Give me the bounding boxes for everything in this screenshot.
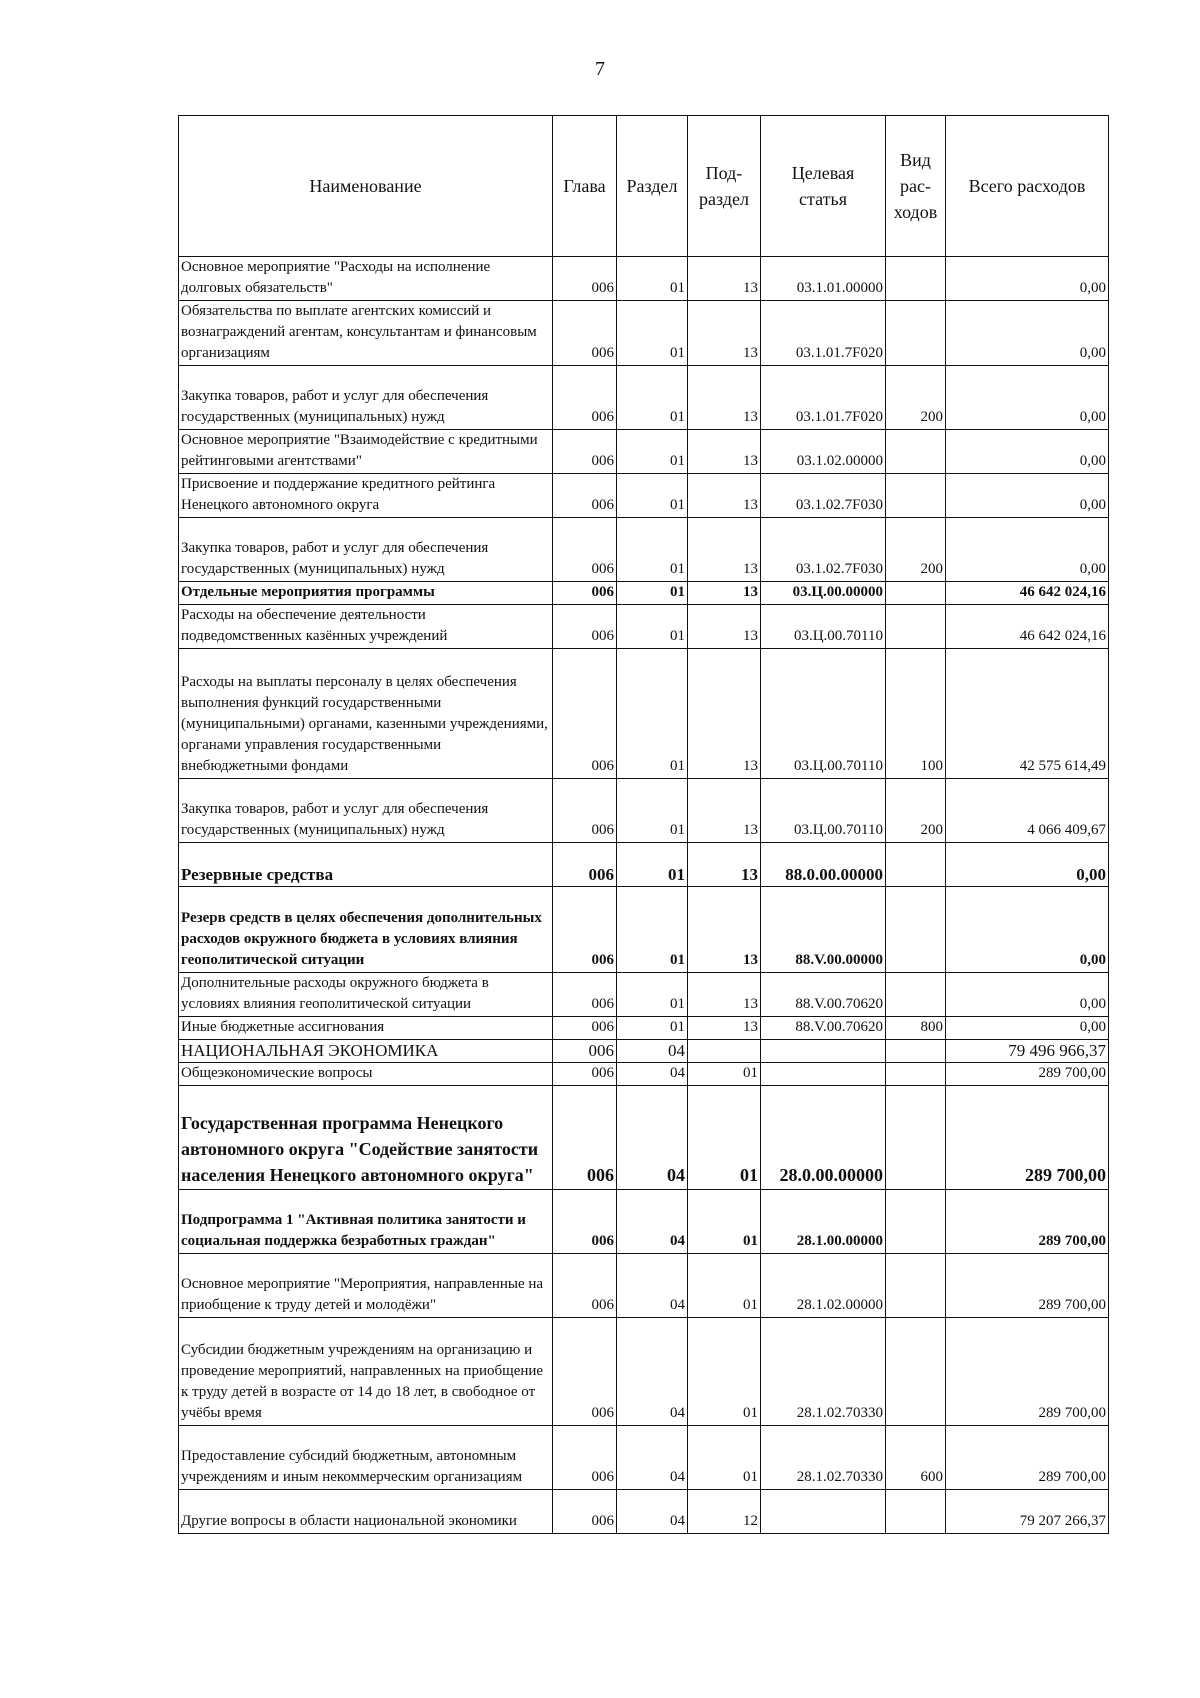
- row-name: Закупка товаров, работ и услуг для обеспечения государственных (муниципальных) нужд: [179, 366, 553, 430]
- row-celevaya: 03.1.01.00000: [761, 257, 886, 301]
- row-razdel: 04: [617, 1426, 688, 1490]
- row-celevaya: 03.Ц.00.70110: [761, 649, 886, 779]
- row-podrazdel: 13: [688, 649, 761, 779]
- row-celevaya: 03.1.02.7F030: [761, 474, 886, 518]
- table-header-row: [179, 116, 1109, 257]
- row-razdel: 04: [617, 1040, 688, 1063]
- row-celevaya: 28.1.02.70330: [761, 1318, 886, 1426]
- header-vid: Вид рас- ходов: [886, 116, 946, 257]
- row-celevaya: [761, 1063, 886, 1086]
- table-row: [179, 430, 1109, 474]
- row-podrazdel: 01: [688, 1190, 761, 1254]
- row-razdel: 04: [617, 1254, 688, 1318]
- row-razdel: 01: [617, 257, 688, 301]
- row-podrazdel: 13: [688, 366, 761, 430]
- row-celevaya: 03.1.01.7F020: [761, 301, 886, 366]
- row-razdel: 04: [617, 1190, 688, 1254]
- row-razdel: 01: [617, 582, 688, 605]
- row-glava: 006: [553, 887, 617, 973]
- row-vid: [886, 605, 946, 649]
- row-razdel: 04: [617, 1086, 688, 1190]
- row-podrazdel: 01: [688, 1426, 761, 1490]
- row-total: 0,00: [946, 887, 1109, 973]
- row-celevaya: 88.V.00.70620: [761, 1017, 886, 1040]
- row-total: 46 642 024,16: [946, 605, 1109, 649]
- row-podrazdel: 13: [688, 582, 761, 605]
- row-total: 4 066 409,67: [946, 779, 1109, 843]
- row-razdel: 01: [617, 887, 688, 973]
- row-celevaya: 03.Ц.00.00000: [761, 582, 886, 605]
- row-celevaya: 28.1.02.70330: [761, 1426, 886, 1490]
- row-glava: 006: [553, 1254, 617, 1318]
- table-row: [179, 1017, 1109, 1040]
- row-podrazdel: 01: [688, 1063, 761, 1086]
- row-glava: 006: [553, 1017, 617, 1040]
- row-razdel: 01: [617, 474, 688, 518]
- row-name: Резервные средства: [179, 843, 553, 887]
- row-celevaya: [761, 1040, 886, 1063]
- row-celevaya: 88.0.00.00000: [761, 843, 886, 887]
- row-glava: 006: [553, 843, 617, 887]
- row-total: 0,00: [946, 1017, 1109, 1040]
- row-total: 46 642 024,16: [946, 582, 1109, 605]
- row-vid: [886, 1318, 946, 1426]
- row-glava: 006: [553, 973, 617, 1017]
- row-vid: [886, 973, 946, 1017]
- table-row: [179, 1318, 1109, 1426]
- row-name: Расходы на выплаты персоналу в целях обеспечения выполнения функций государственными (муниципальными) органами, казенными учреждениями, органами управления государственными внебюджетными фондами: [179, 649, 553, 779]
- row-glava: 006: [553, 605, 617, 649]
- table-row: [179, 1490, 1109, 1534]
- table-row: [179, 843, 1109, 887]
- row-podrazdel: 13: [688, 973, 761, 1017]
- row-total: 79 207 266,37: [946, 1490, 1109, 1534]
- row-podrazdel: 13: [688, 843, 761, 887]
- row-podrazdel: 01: [688, 1086, 761, 1190]
- row-name: Другие вопросы в области национальной экономики: [179, 1490, 553, 1534]
- row-glava: 006: [553, 366, 617, 430]
- row-glava: 006: [553, 1086, 617, 1190]
- row-name: Дополнительные расходы окружного бюджета в условиях влияния геополитической ситуации: [179, 973, 553, 1017]
- row-total: 289 700,00: [946, 1426, 1109, 1490]
- row-total: 0,00: [946, 301, 1109, 366]
- row-razdel: 01: [617, 779, 688, 843]
- row-podrazdel: 13: [688, 779, 761, 843]
- row-total: 0,00: [946, 366, 1109, 430]
- row-razdel: 01: [617, 973, 688, 1017]
- header-podrazdel: Под- раздел: [688, 116, 761, 257]
- row-glava: 006: [553, 518, 617, 582]
- row-glava: 006: [553, 257, 617, 301]
- row-name: Обязательства по выплате агентских комиссий и вознаграждений агентам, консультантам и финансовым организациям: [179, 301, 553, 366]
- row-vid: [886, 1254, 946, 1318]
- table-row: [179, 1190, 1109, 1254]
- row-total: 42 575 614,49: [946, 649, 1109, 779]
- row-total: 289 700,00: [946, 1254, 1109, 1318]
- row-razdel: 01: [617, 649, 688, 779]
- row-name: Государственная программа Ненецкого автономного округа "Содействие занятости населения Ненецкого автономного округа": [179, 1086, 553, 1190]
- table-row: [179, 366, 1109, 430]
- row-podrazdel: 13: [688, 518, 761, 582]
- row-vid: [886, 474, 946, 518]
- row-name: Присвоение и поддержание кредитного рейтинга Ненецкого автономного округа: [179, 474, 553, 518]
- table-row: [179, 582, 1109, 605]
- row-name: Основное мероприятие "Мероприятия, направленные на приобщение к труду детей и молодёжи": [179, 1254, 553, 1318]
- row-name: Отдельные мероприятия программы: [179, 582, 553, 605]
- row-celevaya: 28.1.00.00000: [761, 1190, 886, 1254]
- row-glava: 006: [553, 301, 617, 366]
- row-total: 289 700,00: [946, 1318, 1109, 1426]
- row-podrazdel: 13: [688, 474, 761, 518]
- row-glava: 006: [553, 474, 617, 518]
- row-total: 79 496 966,37: [946, 1040, 1109, 1063]
- row-total: 0,00: [946, 474, 1109, 518]
- row-vid: [886, 301, 946, 366]
- header-razdel: Раздел: [617, 116, 688, 257]
- row-name: Иные бюджетные ассигнования: [179, 1017, 553, 1040]
- row-podrazdel: 01: [688, 1254, 761, 1318]
- row-razdel: 04: [617, 1490, 688, 1534]
- row-razdel: 04: [617, 1318, 688, 1426]
- row-vid: [886, 1086, 946, 1190]
- row-razdel: 01: [617, 518, 688, 582]
- row-total: 0,00: [946, 843, 1109, 887]
- row-glava: 006: [553, 1318, 617, 1426]
- row-glava: 006: [553, 1040, 617, 1063]
- row-podrazdel: [688, 1040, 761, 1063]
- row-celevaya: 88.V.00.70620: [761, 973, 886, 1017]
- row-vid: [886, 843, 946, 887]
- table-row: [179, 1254, 1109, 1318]
- row-name: Основное мероприятие "Расходы на исполнение долговых обязательств": [179, 257, 553, 301]
- table-row: [179, 779, 1109, 843]
- table-row: [179, 301, 1109, 366]
- row-podrazdel: 13: [688, 887, 761, 973]
- row-celevaya: 03.1.02.7F030: [761, 518, 886, 582]
- row-celevaya: 88.V.00.00000: [761, 887, 886, 973]
- table-row: [179, 257, 1109, 301]
- row-razdel: 01: [617, 366, 688, 430]
- table-row: [179, 1426, 1109, 1490]
- row-celevaya: 03.Ц.00.70110: [761, 779, 886, 843]
- table-row: [179, 1040, 1109, 1063]
- row-celevaya: [761, 1490, 886, 1534]
- row-vid: [886, 1063, 946, 1086]
- row-name: Предоставление субсидий бюджетным, автономным учреждениям и иным некоммерческим организациям: [179, 1426, 553, 1490]
- row-name: Расходы на обеспечение деятельности подведомственных казённых учреждений: [179, 605, 553, 649]
- row-name: Подпрограмма 1 "Активная политика занятости и социальная поддержка безработных граждан": [179, 1190, 553, 1254]
- row-total: 0,00: [946, 973, 1109, 1017]
- row-name: Резерв средств в целях обеспечения дополнительных расходов окружного бюджета в условиях влияния геополитической ситуации: [179, 887, 553, 973]
- row-vid: 800: [886, 1017, 946, 1040]
- row-vid: [886, 430, 946, 474]
- row-name: Закупка товаров, работ и услуг для обеспечения государственных (муниципальных) нужд: [179, 518, 553, 582]
- row-glava: 006: [553, 1190, 617, 1254]
- row-podrazdel: 13: [688, 605, 761, 649]
- header-name: Наименование: [179, 116, 553, 257]
- row-total: 289 700,00: [946, 1086, 1109, 1190]
- header-celevaya: Целевая статья: [761, 116, 886, 257]
- row-vid: 600: [886, 1426, 946, 1490]
- row-vid: [886, 1040, 946, 1063]
- row-vid: [886, 1190, 946, 1254]
- row-vid: [886, 257, 946, 301]
- header-glava: Глава: [553, 116, 617, 257]
- page-number: 7: [595, 58, 605, 80]
- row-celevaya: 03.1.02.00000: [761, 430, 886, 474]
- row-name: Закупка товаров, работ и услуг для обеспечения государственных (муниципальных) нужд: [179, 779, 553, 843]
- budget-table: [178, 115, 1109, 1534]
- row-vid: 100: [886, 649, 946, 779]
- row-vid: [886, 582, 946, 605]
- row-razdel: 01: [617, 1017, 688, 1040]
- row-vid: 200: [886, 779, 946, 843]
- table-row: [179, 1086, 1109, 1190]
- row-glava: 006: [553, 1490, 617, 1534]
- row-glava: 006: [553, 430, 617, 474]
- row-glava: 006: [553, 1426, 617, 1490]
- row-glava: 006: [553, 779, 617, 843]
- row-vid: [886, 1490, 946, 1534]
- row-name: Общеэкономические вопросы: [179, 1063, 553, 1086]
- table-row: [179, 973, 1109, 1017]
- row-glava: 006: [553, 582, 617, 605]
- table-row: [179, 649, 1109, 779]
- row-glava: 006: [553, 1063, 617, 1086]
- row-name: Основное мероприятие "Взаимодействие с кредитными рейтинговыми агентствами": [179, 430, 553, 474]
- row-razdel: 01: [617, 430, 688, 474]
- row-celevaya: 03.Ц.00.70110: [761, 605, 886, 649]
- row-podrazdel: 01: [688, 1318, 761, 1426]
- row-celevaya: 28.1.02.00000: [761, 1254, 886, 1318]
- row-name: Субсидии бюджетным учреждениям на организацию и проведение мероприятий, направленных на приобщение к труду детей в возрасте от 14 до 18 лет, в свободное от учёбы время: [179, 1318, 553, 1426]
- table-row: [179, 1063, 1109, 1086]
- row-podrazdel: 13: [688, 430, 761, 474]
- row-podrazdel: 12: [688, 1490, 761, 1534]
- row-razdel: 01: [617, 605, 688, 649]
- row-name: НАЦИОНАЛЬНАЯ ЭКОНОМИКА: [179, 1040, 553, 1063]
- row-total: 0,00: [946, 430, 1109, 474]
- table-row: [179, 474, 1109, 518]
- row-razdel: 04: [617, 1063, 688, 1086]
- row-glava: 006: [553, 649, 617, 779]
- table-row: [179, 887, 1109, 973]
- row-total: 0,00: [946, 518, 1109, 582]
- row-razdel: 01: [617, 843, 688, 887]
- row-vid: 200: [886, 366, 946, 430]
- row-total: 289 700,00: [946, 1063, 1109, 1086]
- row-vid: [886, 887, 946, 973]
- row-podrazdel: 13: [688, 301, 761, 366]
- table-row: [179, 605, 1109, 649]
- row-total: 289 700,00: [946, 1190, 1109, 1254]
- row-razdel: 01: [617, 301, 688, 366]
- header-total: Всего расходов: [946, 116, 1109, 257]
- row-celevaya: 03.1.01.7F020: [761, 366, 886, 430]
- row-vid: 200: [886, 518, 946, 582]
- row-podrazdel: 13: [688, 257, 761, 301]
- row-celevaya: 28.0.00.00000: [761, 1086, 886, 1190]
- row-total: 0,00: [946, 257, 1109, 301]
- row-podrazdel: 13: [688, 1017, 761, 1040]
- table-row: [179, 518, 1109, 582]
